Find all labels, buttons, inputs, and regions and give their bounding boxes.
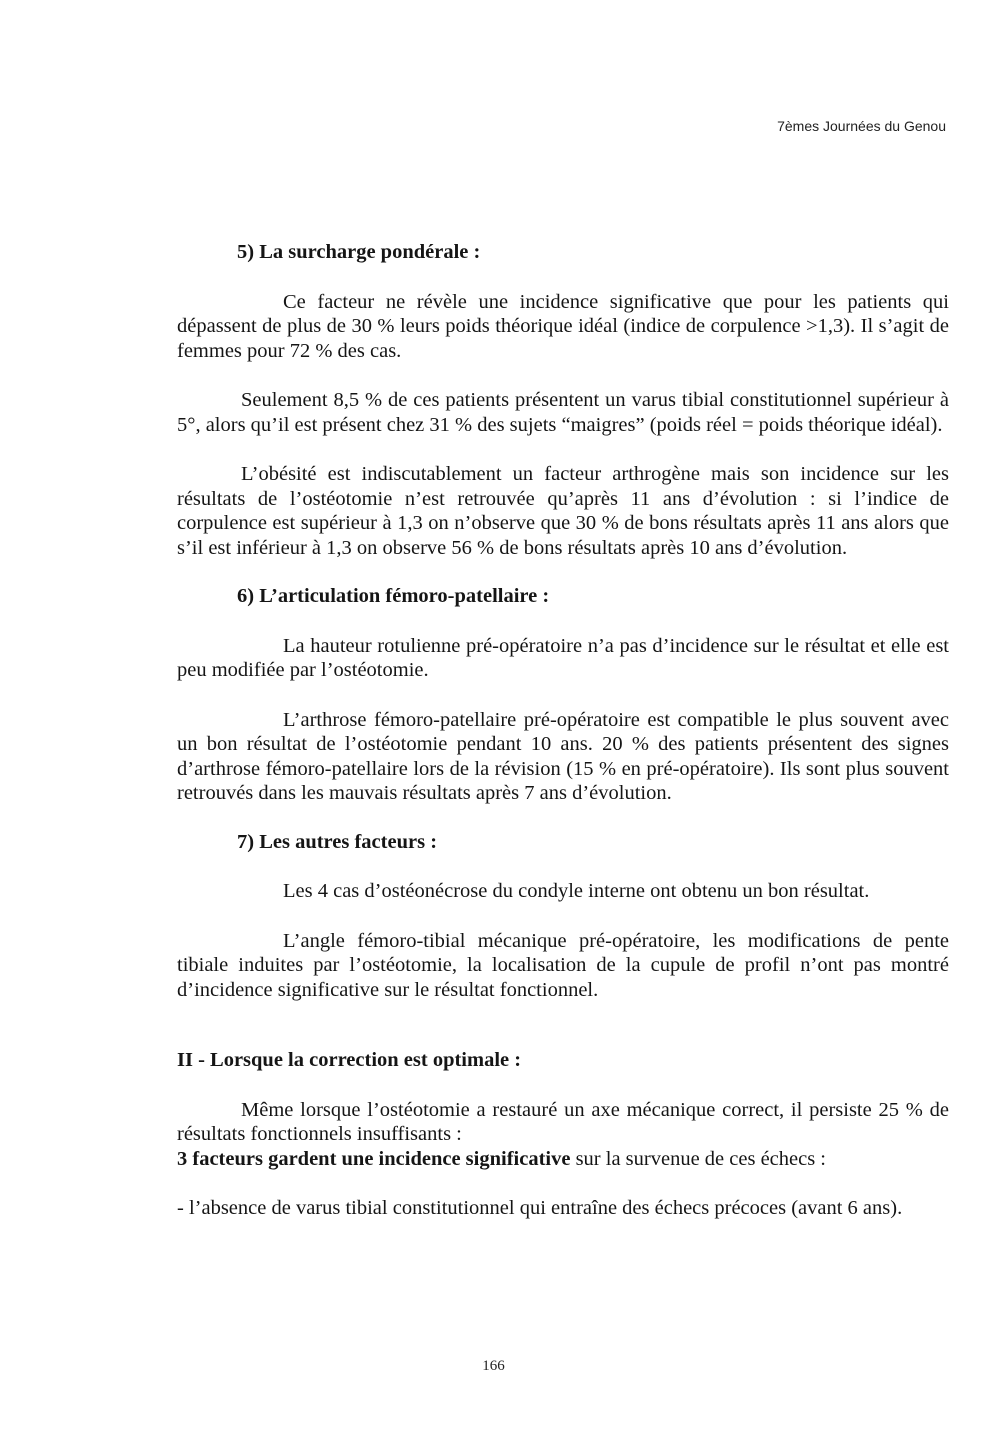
section-5-paragraph-1: Ce facteur ne révèle une incidence significative que pour les patients qui dépassent de plus de 30 % leurs poids théorique idéal (indice de corpulence >1,3). Il s’agit de femmes pour 72 % des cas. [177, 290, 949, 362]
section-5-paragraph-3: L’obésité est indiscutablement un facteur arthrogène mais son incidence sur les résultats de l’ostéotomie n’est retrouvée qu’après 11 ans d’évolution : si l’indice de corpulence est supérieur à 1,3 on n’observe que 30 % de bons résultats après 11 ans alors que s’il est inférieur à 1,3 on observe 56 % de bons résultats après 10 ans d’évolution. [177, 463, 949, 559]
section-7-paragraph-1: Les 4 cas d’ostéonécrose du condyle interne ont obtenu un bon résultat. [283, 880, 870, 902]
section-7-paragraph-2: L’angle fémoro-tibial mécanique pré-opératoire, les modifications de pente tibiale induites par l’ostéotomie, la localisation de la cupule de profil n’ont pas montré d’incidence significative sur le résultat fonctionnel. [177, 929, 949, 1001]
part-2-intro-text: Même lorsque l’ostéotomie a restauré un axe mécanique correct, il persiste 25 % de résultats fonctionnels insuffisants : [177, 1098, 949, 1145]
part-2-bold-phrase: 3 facteurs gardent une incidence significative [177, 1147, 571, 1170]
part-2-heading: II - Lorsque la correction est optimale : [177, 1049, 522, 1071]
section-5-paragraph-2: Seulement 8,5 % de ces patients présentent un varus tibial constitutionnel supérieur à 5°, alors qu’il est présent chez 31 % des sujets “maigres” (poids réel = poids théorique idéal). [177, 389, 949, 436]
section-5-heading: 5) La surcharge pondérale : [237, 241, 481, 263]
page-body [177, 240, 949, 1221]
section-6-heading: 6) L’articulation fémoro-patellaire : [237, 585, 550, 607]
running-header: 7èmes Journées du Genou [777, 118, 946, 134]
section-7-heading: 7) Les autres facteurs : [237, 830, 438, 853]
section-6-paragraph-2: L’arthrose fémoro-patellaire pré-opératoire est compatible le plus souvent avec un bon résultat de l’ostéotomie pendant 10 ans. 20 % des patients présentent des signes d’arthrose fémoro-patellaire lors de la révision (15 % en pré-opératoire). Ils sont plus souvent retrouvés dans les mauvais résultats après 7 ans d’évolution. [177, 708, 949, 804]
part-2-paragraph-1 [177, 1098, 949, 1172]
page-number: 166 [482, 1358, 505, 1374]
part-2-continuation: sur la survenue de ces échecs : [570, 1147, 827, 1170]
part-2-list-item-1: - l’absence de varus tibial constitutionnel qui entraîne des échecs précoces (avant 6 ans). [177, 1197, 903, 1219]
section-6-paragraph-1: La hauteur rotulienne pré-opératoire n’a pas d’incidence sur le résultat et elle est peu modifiée par l’ostéotomie. [177, 634, 949, 681]
